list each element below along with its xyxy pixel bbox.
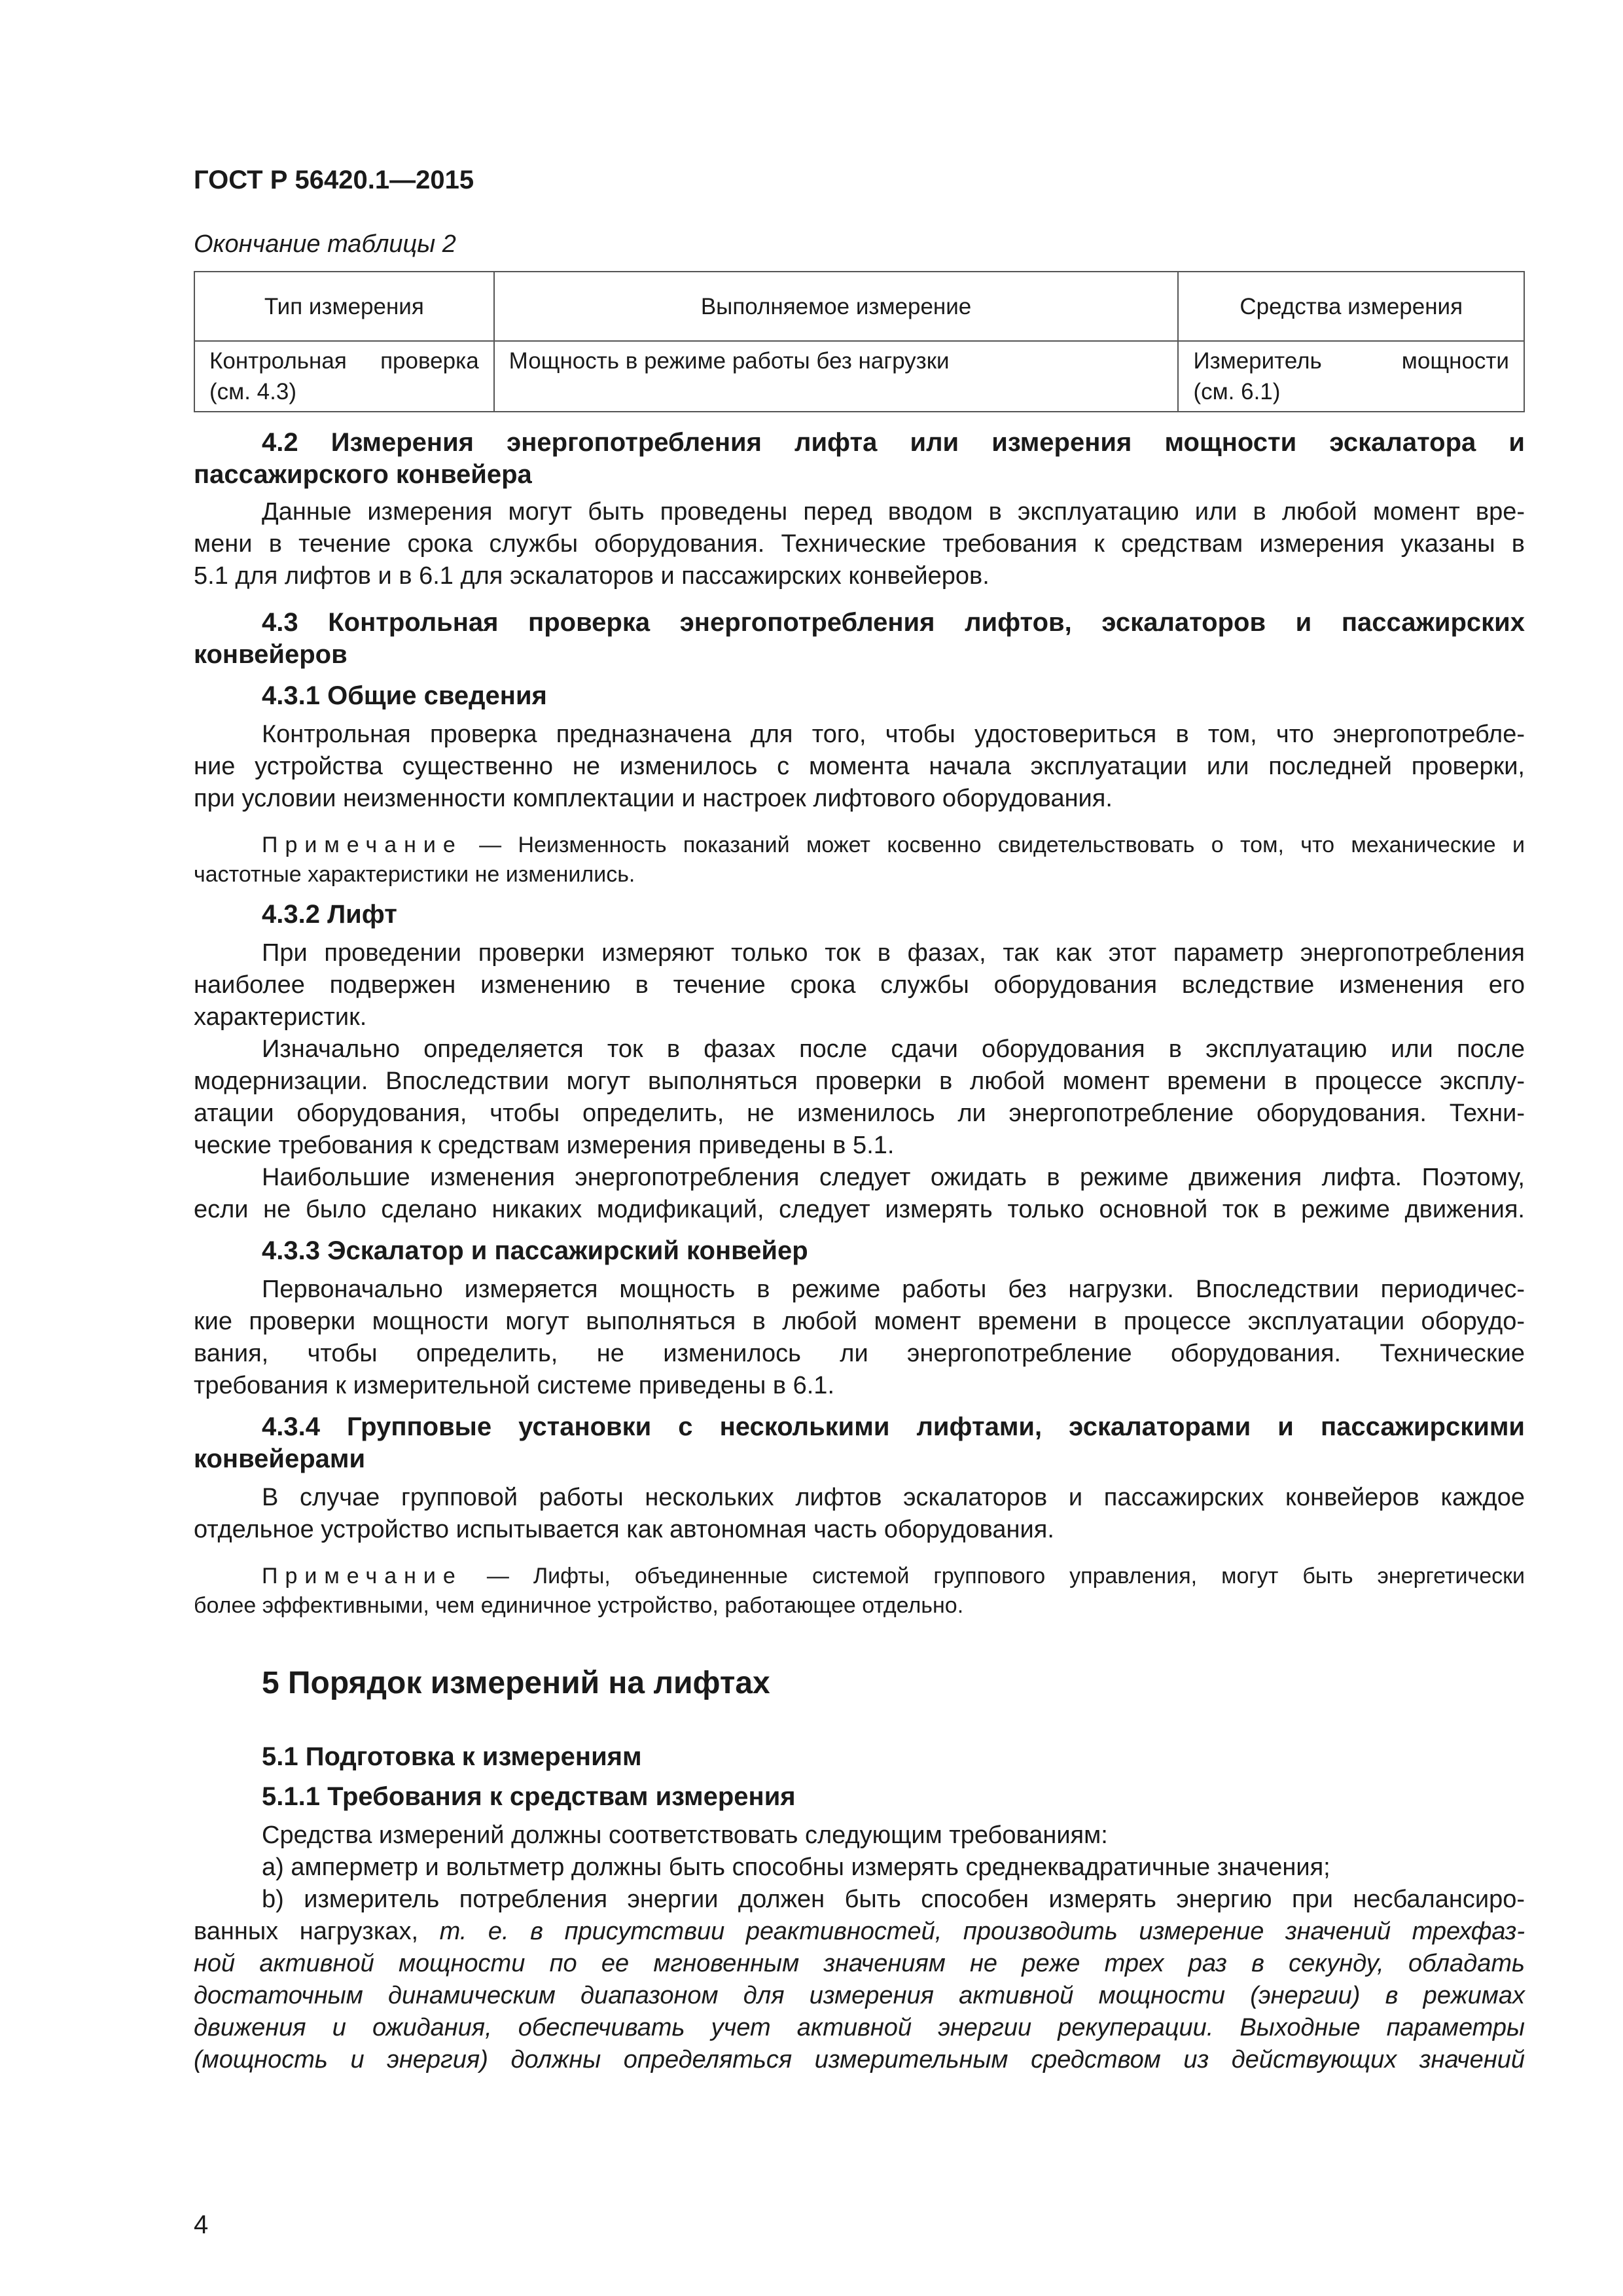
note-text: — Неизменность показаний может косвенно свидетельствовать о том, что механические и bbox=[462, 833, 1525, 857]
paragraph-line: отдельное устройство испытывается как автономная часть оборудования. bbox=[194, 1516, 1054, 1543]
section-4-3 bbox=[194, 607, 1525, 671]
section-heading: 4.2 Измерения энергопотребления лифта или измерения мощности эскалатора и bbox=[262, 428, 1525, 457]
cell-line: (см. 6.1) bbox=[1193, 379, 1281, 404]
note-text: — Лифты, объединенные системой группового управления, могут быть энергетически bbox=[462, 1564, 1525, 1588]
page-content bbox=[194, 164, 1525, 2076]
paragraph-line: ческие требования к средствам измерения приведены в 5.1. bbox=[194, 1132, 895, 1159]
subsection-heading: 5.1.1 Требования к средствам измерения bbox=[262, 1782, 796, 1811]
table-row bbox=[194, 341, 1524, 412]
paragraph-line: мени в течение срока службы оборудования. Технические требования к средствам измерения указаны в bbox=[194, 530, 1525, 558]
italic-text: т. е. в присутствии реактивностей, производить измерение значений трехфаз- bbox=[439, 1918, 1525, 1945]
section-heading: пассажирского конвейера bbox=[194, 460, 532, 489]
section-4-3-3 bbox=[194, 1235, 1525, 1402]
section-heading: конвейеров bbox=[194, 640, 348, 669]
list-item-b-line: ной активной мощности по ее мгновенным значениям не реже трех раз в секунду, обладать bbox=[194, 1950, 1525, 1977]
list-item-b: b) измеритель потребления энергии должен быть способен измерять энергию при несбалансиро- bbox=[262, 1886, 1525, 1913]
note-line bbox=[194, 1562, 1525, 1591]
paragraph-line: Первоначально измеряется мощность в режиме работы без нагрузки. Впоследствии периодичес- bbox=[262, 1276, 1525, 1303]
paragraph-line: наиболее подвержен изменению в течение срока службы оборудования вследствие изменения его bbox=[194, 971, 1525, 999]
list-item-b-line: достаточным динамическим диапазоном для измерения активной мощности (энергии) в режимах bbox=[194, 1982, 1525, 2009]
paragraph-line: Контрольная проверка предназначена для того, чтобы удостовериться в том, что энергопотребле- bbox=[262, 721, 1525, 748]
table-cell-type bbox=[194, 341, 494, 412]
note-line: частотные характеристики не изменились. bbox=[194, 862, 635, 887]
section-4-3-1 bbox=[194, 680, 1525, 889]
section-5-1-1 bbox=[194, 1781, 1525, 2076]
paragraph-line: 5.1 для лифтов и в 6.1 для эскалаторов и пассажирских конвейеров. bbox=[194, 562, 990, 590]
paragraph-line: кие проверки мощности могут выполняться в любой момент времени в процессе эксплуатации оборудо- bbox=[194, 1308, 1525, 1335]
note-label: Примечание bbox=[262, 1564, 463, 1588]
section-4-3-4 bbox=[194, 1411, 1525, 1621]
cell-line: (см. 4.3) bbox=[209, 379, 296, 404]
subsection-heading: 4.3.3 Эскалатор и пассажирский конвейер bbox=[262, 1236, 808, 1265]
table-header-row bbox=[194, 272, 1524, 341]
list-item-b-line: движения и ожидания, обеспечивать учет активной энергии рекуперации. Выходные параметры bbox=[194, 2014, 1525, 2041]
paragraph-line: модернизации. Впоследствии могут выполняться проверки в любой момент времени в процессе эксплу- bbox=[194, 1067, 1525, 1095]
table-2 bbox=[194, 271, 1525, 412]
list-item-b-line bbox=[194, 1916, 1525, 1948]
paragraph-line: требования к измерительной системе приведены в 6.1. bbox=[194, 1372, 835, 1399]
paragraph-line: Средства измерений должны соответствовать следующим требованиям: bbox=[262, 1821, 1108, 1849]
paragraph-line: ние устройства существенно не изменилось с момента начала эксплуатации или последней проверки, bbox=[194, 753, 1525, 780]
section-4-3-2 bbox=[194, 899, 1525, 1226]
table-header-cell: Средства измерения bbox=[1178, 272, 1524, 341]
paragraph-line: при условии неизменности комплектации и настроек лифтового оборудования. bbox=[194, 785, 1113, 812]
document-id: ГОСТ Р 56420.1—2015 bbox=[194, 166, 474, 194]
section-5-1 bbox=[194, 1741, 1525, 1773]
section-5 bbox=[194, 1664, 1525, 1703]
paragraph-line: характеристик. bbox=[194, 1003, 367, 1031]
section-4-2 bbox=[194, 427, 1525, 592]
note-line bbox=[194, 831, 1525, 860]
cell-line: Контрольная проверка bbox=[209, 348, 479, 374]
note-line: более эффективными, чем единичное устройство, работающее отдельно. bbox=[194, 1593, 964, 1618]
page-number: 4 bbox=[194, 2210, 209, 2239]
cell-line: Измеритель мощности bbox=[1193, 348, 1509, 374]
subsection-heading: 4.3.4 Групповые установки с несколькими лифтами, эскалаторами и пассажирскими bbox=[262, 1412, 1525, 1441]
chapter-heading: 5 Порядок измерений на лифтах bbox=[262, 1666, 770, 1700]
section-heading: 5.1 Подготовка к измерениям bbox=[262, 1742, 642, 1771]
paragraph-line: Изначально определяется ток в фазах после сдачи оборудования в эксплуатацию или после bbox=[262, 1035, 1525, 1063]
subsection-heading: 4.3.1 Общие сведения bbox=[262, 681, 547, 710]
table-continuation-caption: Окончание таблицы 2 bbox=[194, 230, 456, 258]
paragraph-line: В случае групповой работы нескольких лифтов эскалаторов и пассажирских конвейеров каждое bbox=[262, 1484, 1525, 1511]
paragraph-line: атации оборудования, чтобы определить, не изменилось ли энергопотребление оборудования. Техни- bbox=[194, 1100, 1525, 1127]
plain-text: ванных нагрузках, bbox=[194, 1918, 440, 1945]
table-cell-instrument bbox=[1178, 341, 1524, 412]
list-item-a: а) амперметр и вольтметр должны быть способны измерять среднеквадратичные значения; bbox=[262, 1854, 1330, 1881]
paragraph-line: вания, чтобы определить, не изменилось ли энергопотребление оборудования. Технические bbox=[194, 1340, 1525, 1367]
note-label: Примечание bbox=[262, 833, 463, 857]
list-item-b-line: (мощность и энергия) должны определяться измерительным средством из действующих значений bbox=[194, 2046, 1525, 2073]
table-cell-measurement: Мощность в режиме работы без нагрузки bbox=[494, 341, 1179, 412]
paragraph-line: При проведении проверки измеряют только ток в фазах, так как этот параметр энергопотребления bbox=[262, 939, 1525, 967]
subsection-heading: 4.3.2 Лифт bbox=[262, 900, 397, 929]
section-heading: 4.3 Контрольная проверка энергопотребления лифтов, эскалаторов и пассажирских bbox=[262, 608, 1525, 637]
paragraph-line: Наибольшие изменения энергопотребления следует ожидать в режиме движения лифта. Поэтому, bbox=[262, 1164, 1525, 1191]
table-header-cell: Тип измерения bbox=[194, 272, 494, 341]
subsection-heading: конвейерами bbox=[194, 1444, 366, 1473]
table-header-cell: Выполняемое измерение bbox=[494, 272, 1179, 341]
paragraph-line: Данные измерения могут быть проведены перед вводом в эксплуатацию или в любой момент вре- bbox=[262, 498, 1525, 526]
paragraph-line: если не было сделано никаких модификаций, следует измерять только основной ток в режиме движения. bbox=[194, 1196, 1525, 1223]
